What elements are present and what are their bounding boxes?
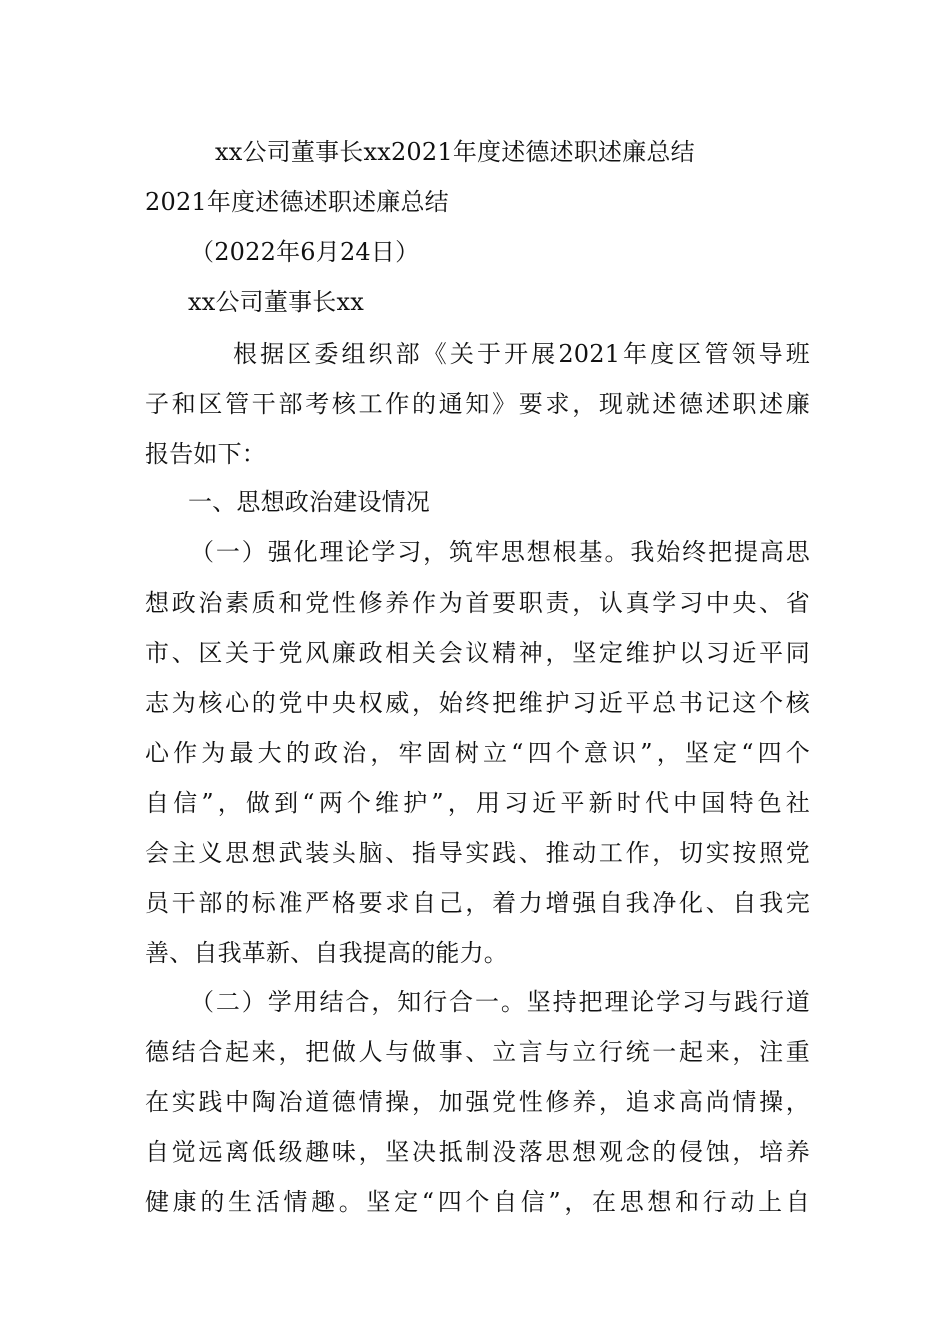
paragraph-line: 健康的生活情趣。坚定“四个自信”，在思想和行动上自 bbox=[145, 1188, 810, 1216]
document-title: xx公司董事长xx2021年度述德述职述廉总结 bbox=[215, 138, 695, 166]
paragraph-line: （一）强化理论学习，筑牢思想根基。我始终把提高思 bbox=[190, 538, 810, 566]
document-subtitle: 2021年度述德述职述廉总结 bbox=[145, 188, 449, 216]
paragraph-line: 志为核心的党中央权威，始终把维护习近平总书记这个核 bbox=[145, 689, 810, 717]
paragraph-line: 善、自我革新、自我提高的能力。 bbox=[145, 939, 508, 967]
paragraph-line: 员干部的标准严格要求自己，着力增强自我净化、自我完 bbox=[145, 889, 810, 917]
section-heading: 一、思想政治建设情况 bbox=[188, 488, 430, 516]
paragraph-line: （二）学用结合，知行合一。坚持把理论学习与践行道 bbox=[190, 988, 810, 1016]
paragraph-line: 德结合起来，把做人与做事、立言与立行统一起来，注重 bbox=[145, 1038, 810, 1066]
paragraph-line: 心作为最大的政治，牢固树立“四个意识”，坚定“四个 bbox=[145, 739, 810, 767]
paragraph-line: 根据区委组织部《关于开展2021年度区管领导班 bbox=[233, 340, 810, 368]
paragraph-line: 在实践中陶冶道德情操，加强党性修养，追求高尚情操， bbox=[145, 1088, 810, 1116]
document-author: xx公司董事长xx bbox=[188, 288, 364, 316]
paragraph-line: 自觉远离低级趣味，坚决抵制没落思想观念的侵蚀，培养 bbox=[145, 1138, 810, 1166]
paragraph-line: 想政治素质和党性修养作为首要职责，认真学习中央、省 bbox=[145, 589, 810, 617]
paragraph-line: 会主义思想武装头脑、指导实践、推动工作，切实按照党 bbox=[145, 839, 810, 867]
paragraph-line: 子和区管干部考核工作的通知》要求，现就述德述职述廉 bbox=[145, 390, 810, 418]
paragraph-line: 报告如下： bbox=[145, 440, 266, 468]
document-date: （2022年6月24日） bbox=[190, 238, 420, 266]
paragraph-line: 市、区关于党风廉政相关会议精神，坚定维护以习近平同 bbox=[145, 639, 810, 667]
paragraph-line: 自信”，做到“两个维护”，用习近平新时代中国特色社 bbox=[145, 789, 810, 817]
